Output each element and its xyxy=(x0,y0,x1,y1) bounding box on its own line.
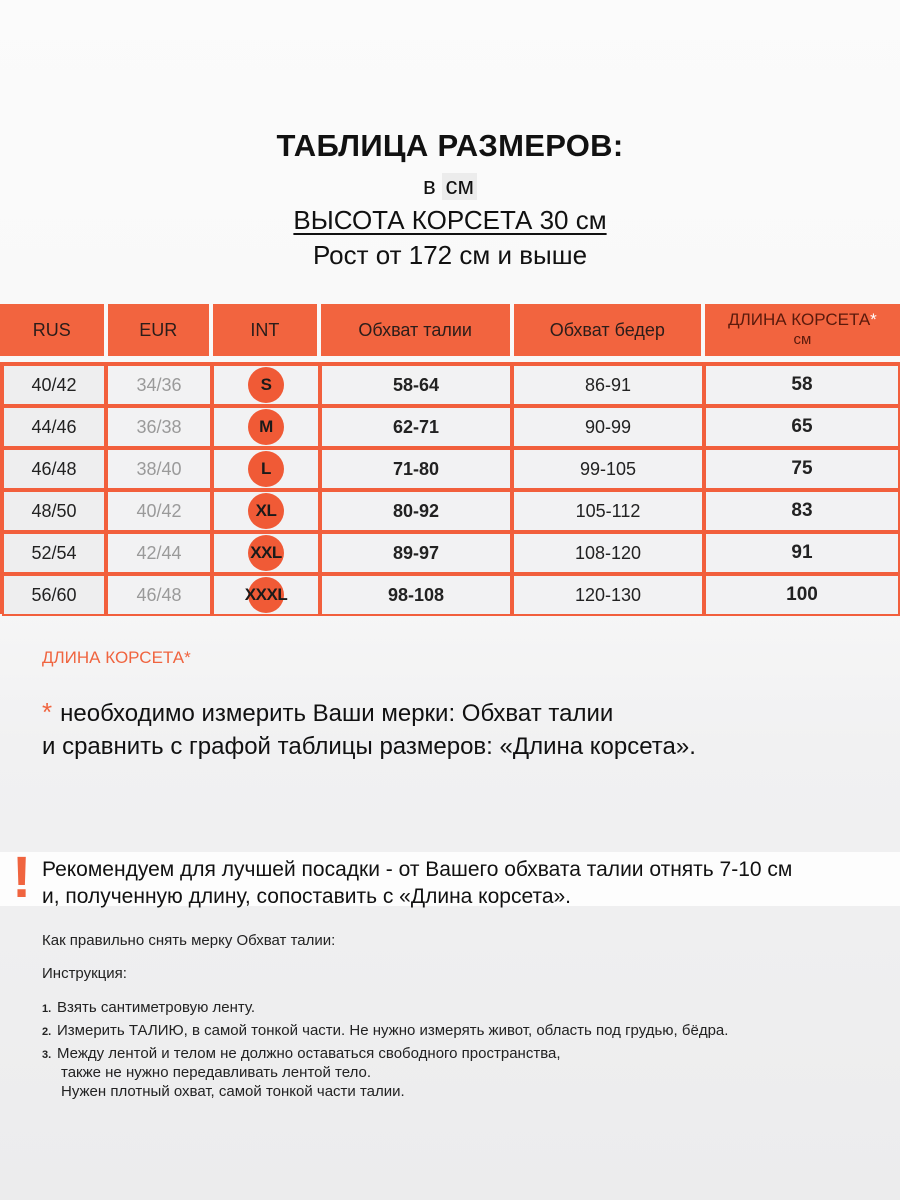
footnote xyxy=(42,696,862,763)
unit-label: см xyxy=(442,173,477,200)
col-hips: Обхват бедер xyxy=(514,304,701,356)
corset-height-text: ВЫСОТА КОРСЕТА 30 см xyxy=(293,205,607,235)
eur-cell: 38/40 xyxy=(106,448,212,490)
eur-cell: 36/38 xyxy=(106,406,212,448)
instruction-step xyxy=(42,998,728,1019)
waist-cell: 98-108 xyxy=(320,574,512,616)
length-cell: 91 xyxy=(704,532,900,574)
unit-prefix: в xyxy=(423,173,436,200)
col-length-unit: см xyxy=(793,331,812,348)
waist-cell: 80-92 xyxy=(320,490,512,532)
length-cell: 75 xyxy=(704,448,900,490)
table-row xyxy=(2,448,900,490)
exclamation-icon: ! xyxy=(12,845,32,910)
table-row xyxy=(2,574,900,616)
step-number: 1. xyxy=(42,1003,52,1015)
footnote-label: ДЛИНА КОРСЕТА* xyxy=(42,648,191,667)
hips-cell: 99-105 xyxy=(512,448,704,490)
footnote-line-2: и сравнить с графой таблицы размеров: «Длина корсета». xyxy=(42,733,696,760)
hips-cell: 108-120 xyxy=(512,532,704,574)
recommendation-line-1: Рекомендуем для лучшей посадки - от Вашего обхвата талии отнять 7-10 см xyxy=(42,858,793,881)
step-number: 2. xyxy=(42,1026,52,1038)
int-cell xyxy=(212,532,320,574)
waist-cell: 71-80 xyxy=(320,448,512,490)
int-cell xyxy=(212,406,320,448)
waist-cell: 58-64 xyxy=(320,364,512,406)
length-cell: 83 xyxy=(704,490,900,532)
size-badge: XXXL xyxy=(248,577,284,613)
table-row xyxy=(2,532,900,574)
instruction-step xyxy=(42,1021,728,1042)
length-cell: 65 xyxy=(704,406,900,448)
corset-height xyxy=(0,205,900,236)
step-text: также не нужно передавливать лентой тело. xyxy=(61,1064,372,1081)
rus-cell: 56/60 xyxy=(2,574,106,616)
eur-cell: 34/36 xyxy=(106,364,212,406)
col-waist: Обхват талии xyxy=(321,304,510,356)
col-rus: RUS xyxy=(0,304,104,356)
waist-cell: 89-97 xyxy=(320,532,512,574)
step-number: 3. xyxy=(42,1049,52,1061)
asterisk: * xyxy=(42,697,53,727)
size-badge: XXL xyxy=(248,535,284,571)
rus-cell: 52/54 xyxy=(2,532,106,574)
col-length-label: ДЛИНА КОРСЕТА xyxy=(728,310,871,329)
length-cell: 58 xyxy=(704,364,900,406)
hips-cell: 120-130 xyxy=(512,574,704,616)
step-text: Нужен плотный охват, самой тонкой части талии. xyxy=(61,1083,405,1100)
rus-cell: 44/46 xyxy=(2,406,106,448)
footnote-line-1: необходимо измерить Ваши мерки: Обхват талии xyxy=(60,700,614,727)
length-cell: 100 xyxy=(704,574,900,616)
step-text: Между лентой и телом не должно оставаться свободного пространства, xyxy=(57,1045,561,1062)
int-cell xyxy=(212,448,320,490)
recommendation xyxy=(42,856,882,910)
rus-cell: 48/50 xyxy=(2,490,106,532)
waist-cell: 62-71 xyxy=(320,406,512,448)
table-row xyxy=(2,364,900,406)
table-header xyxy=(0,304,900,356)
step-text: Взять сантиметровую ленту. xyxy=(57,999,256,1016)
col-int: INT xyxy=(213,304,317,356)
howto-question: Как правильно снять мерку Обхват талии: xyxy=(42,932,336,949)
instructions-heading: Инструкция: xyxy=(42,965,127,982)
eur-cell: 42/44 xyxy=(106,532,212,574)
instruction-step xyxy=(42,1044,728,1101)
table-row xyxy=(2,406,900,448)
col-length xyxy=(705,304,900,356)
size-badge: XL xyxy=(248,493,284,529)
step-text: Измерить ТАЛИЮ, в самой тонкой части. Не нужно измерять живот, область под грудью, бёдра. xyxy=(57,1022,729,1039)
size-table xyxy=(0,362,900,614)
table-row xyxy=(2,490,900,532)
rus-cell: 46/48 xyxy=(2,448,106,490)
size-badge: L xyxy=(248,451,284,487)
int-cell xyxy=(212,490,320,532)
instruction-steps xyxy=(42,998,728,1103)
hips-cell: 105-112 xyxy=(512,490,704,532)
unit-line xyxy=(0,173,900,201)
eur-cell: 40/42 xyxy=(106,490,212,532)
size-badge: M xyxy=(248,409,284,445)
hips-cell: 86-91 xyxy=(512,364,704,406)
col-eur: EUR xyxy=(108,304,210,356)
rus-cell: 40/42 xyxy=(2,364,106,406)
page-title: ТАБЛИЦА РАЗМЕРОВ: xyxy=(276,128,624,163)
growth-line: Рост от 172 см и выше xyxy=(312,240,588,270)
int-cell xyxy=(212,574,320,616)
hips-cell: 90-99 xyxy=(512,406,704,448)
eur-cell: 46/48 xyxy=(106,574,212,616)
int-cell xyxy=(212,364,320,406)
recommendation-line-2: и, полученную длину, сопоставить с «Длина корсета». xyxy=(42,885,572,908)
col-length-star: * xyxy=(870,310,877,329)
size-badge: S xyxy=(248,367,284,403)
